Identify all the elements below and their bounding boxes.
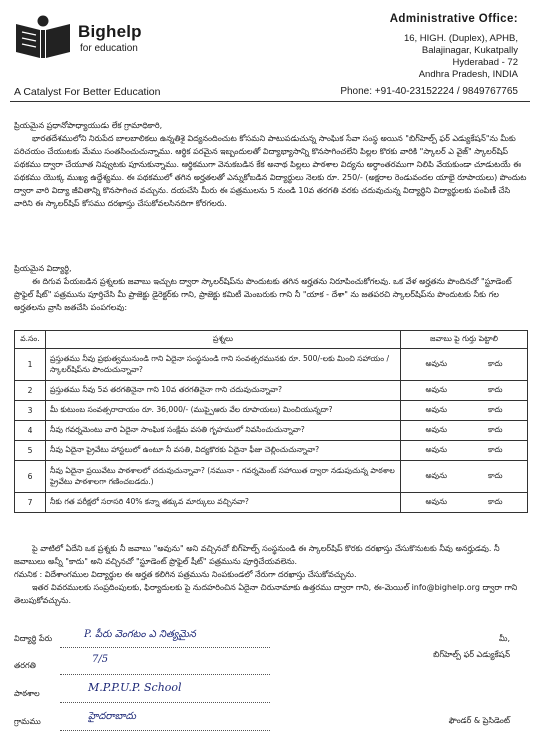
question-text: నీవు ఏదైనా ప్రయివేటు పాఠశాలలో చదువుచున్నావా? (నమునా - గవర్నమెంట్ సహాయిత ద్వారా నడుపుచున్న పాఠశాల ప్రైవేటు పాఠశాలగా గణించబడదు.) [46,461,401,493]
row-number: 2 [15,381,46,401]
row-number: 6 [15,461,46,493]
signatory-title: ఫౌండర్ & ప్రెసిడెంట్ [448,716,510,725]
class-label: తరగతి [14,661,36,670]
answer-no-option[interactable]: కాదు [487,359,503,368]
answer-no-option[interactable]: కాదు [487,445,503,454]
tagline: A Catalyst For Better Education [14,86,161,98]
answer-no-option[interactable]: కాదు [487,425,503,434]
closing-section [14,542,528,607]
col-header-number: వ.సం. [15,331,46,349]
answer-no-option[interactable]: కాదు [487,471,503,480]
table-row [15,401,528,421]
salutation-headmaster: ప్రియమైన ప్రధానోపాధ్యాయుడు లేక గ్రామాధికారి, [14,121,163,130]
eligibility-paragraph: పై వాటిలో ఏదేని ఒక ప్రశ్నకు నీ జవాబు "అవును" అని వచ్చినచో బిగ్‌హెల్ప్ సంస్థనుండి ఈ స్కాలర్‌షిప్ కొరకు దరఖాస్తు చేసుకొనుటకు నీవు అనర్హుడవు. నీ జవాబులు అన్నీ "కాదు" అని వచ్చినచో "స్టూడెంట్ ప్రొఫైల్ షీట్" పత్రమును పూర్తిచేయవలెను. [14,544,500,566]
note-line: గమనిక : విదేశాంగముల విద్యార్థుల ఈ అర్హత కలిగిన పత్రమును నింపకుండలో నేరుగా దరఖాస్తు చేసుకోవచ్చును. [14,570,357,579]
school-label: పాఠశాల [14,689,40,698]
answer-no-option[interactable]: కాదు [487,497,503,506]
question-text: నీవు ఏదైనా ప్రైవేటు హాస్టలులో ఉంటూ నీ వసతి, విద్యకొరకు ఏదైనా ఫీజు చెల్లించుచున్నావా? [46,441,401,461]
row-number: 4 [15,421,46,441]
answer-no-option[interactable]: కాదు [487,385,503,394]
student-section [14,262,528,314]
question-text: ప్రస్తుతము నీవు 5వ తరగతినైనా గాని 10వ తరగతినైనా గాని చదువుచున్నావా? [46,381,401,401]
row-number: 7 [15,493,46,513]
instructions-paragraph: ఈ దిగువ పేయబడిన ప్రశ్నలకు జవాబు ఇచ్చుట ద్వారా స్కాలర్‌షిప్‌ను పొందుటకు తగిన అర్హతను నిరూపించుకోగలవు. ఒక వేళ అర్హతను పొందినచో "స్టూడెంట్ ప్రొఫైల్ షీట్" పత్రమును పూర్తిచేసి మీ ప్రాజెక్టు డైరెక్టర్‌కు గాని, ప్రాజెక్టు కమిటీ మెంబరుకు గాని నీ "యాక - దేశా" ను జతపరచి స్కాలర్‌షిప్‌ను పొందుటకు నీకు గల అర్హతలను వ్రాసి జతచేసి పంపగలవు: [14,277,512,312]
bighelp-logo-icon [12,14,74,60]
answer-no-option[interactable]: కాదు [487,405,503,414]
answer-yes-option[interactable]: అవును [425,425,448,434]
brand-subtitle: for education [80,43,138,54]
eligibility-table [14,330,528,513]
col-header-answer: జవాబు పై గుర్తు పెట్టాలి [401,331,528,349]
school-value[interactable]: M.P.P.U.P. School [88,681,182,694]
student-name-line [60,646,270,648]
question-text: మీ కుటుంబ సంవత్సరాదాయం రూ. 36,000/- (ముప్పైఆరు వేల రూపాయలు) మించియున్నదా? [46,401,401,421]
signatory-yours: మీ, [498,634,510,643]
address-line-3: Hyderabad - 72 [452,57,518,68]
school-line [60,701,270,703]
table-row [15,349,528,381]
salutation-student: ప్రియమైన విద్యార్థి, [14,264,72,273]
answer-yes-option[interactable]: అవును [425,359,448,368]
answer-yes-option[interactable]: అవును [425,385,448,394]
student-name-label: విద్యార్థి పేరు [14,634,53,643]
intro-paragraph: భారతదేశములోని నిరుపేద బాలబాలికలు ఉన్నతిశై విద్యనందించుట కోసమని పాటుపడుచున్న సాంఘిక సేవా సంస్థ అయిన "బిగ్‌హెల్ప్ ఫర్ ఎడ్యుకేషన్"ను మీకు పరిచయం చేయుటకు మేము సంతసించుచున్నాము. ఆర్థిక పరమైన ఇబ్బందులతో విద్యాభ్యాసాన్ని కొనసాగించలేని పిల్లల కొరకు వారికి "స్కాలర్ ఎ వైజ్" స్కాలర్‌షిప్ పథకము ద్వారా చేయూత నివ్వుటకు పూనుకున్నాము. ఆర్థికముగా వెనుకబడిన కేక అనాథ పిల్లలు పాఠశాల విద్యను అర్ధాంతరముగా నిలిపి వేయకుండా చూడుటయే ఈ పథకము యొక్క ముఖ్య ఉద్దేశ్యము. ఈ పథకములో తగిన అర్హతలతో ఎన్నుకోబడిన విద్యార్థులు నెలకు రూ. 250/- (అక్షరాల రెండువందల యాభై రూపాయలు) పొందుట ద్వారా వారి విద్యా జీవితాన్ని కొనసాగించ వచ్చును. దయచేసి మీరు ఈ పత్రములను 5 నుండి 10వ తరగతి వరకు చదువుచున్న విద్యార్థిని విద్యార్థులకు పంపిణీ చేసి వారిని ఈ స్కాలర్‌షిప్ కోసము దరఖాస్తు చేసుకోవలసినదిగా కోరగలరు. [14,134,527,208]
address-line-2: Balajinagar, Kukatpally [421,45,518,56]
header-divider [10,101,530,102]
table-row [15,441,528,461]
table-row [15,381,528,401]
answer-yes-option[interactable]: అవును [425,445,448,454]
answer-yes-option[interactable]: అవును [425,497,448,506]
question-text: నీవు గవర్నమెంటు వారి ఏదైనా సాంఘిక సంక్షేమ వసతి గృహములో నివసించుచున్నావా? [46,421,401,441]
row-number: 1 [15,349,46,381]
phone-numbers: Phone: +91-40-23152224 / 9849767765 [340,86,518,97]
table-row [15,421,528,441]
village-line [60,729,270,731]
answer-yes-option[interactable]: అవును [425,405,448,414]
answer-yes-option[interactable]: అవును [425,471,448,480]
signatory-org: బిగ్‌హెల్ప్ ఫర్ ఎడ్యుకేషన్ [433,650,510,659]
student-name-value[interactable]: P. పీరు వెంగటం ఎ నిత్యమైన [84,629,196,640]
brand-name: Bighelp [78,22,142,41]
row-number: 5 [15,441,46,461]
question-text: నీకు గత పరీక్షలో సరాసరి 40% కన్నా తక్కువ మార్కులు వచ్చినవా? [46,493,401,513]
row-number: 3 [15,401,46,421]
class-line [60,673,270,675]
office-title: Administrative Office: [389,13,518,25]
intro-section [14,119,528,210]
question-text: ప్రస్తుతము నీవు ప్రభుత్వమునుండి గాని ఏదైనా సంస్థనుండి గాని సంవత్సరమునకు రూ. 500/-లకు మించి సహాయం / స్కాలర్‌షిప్‌ను పొందుచున్నావా? [46,349,401,381]
address-line-1: 16, HIGH. (Duplex), APHB, [403,33,518,44]
contact-paragraph: ఇతర వివరములకు సంప్రదింపులకు, ఫిర్యాదులకు పై నుదహరించిన ఏదైనా చిరునామాకు ఉత్తరము ద్వారా గాని, ఈ-మెయిల్ info@bighelp.org ద్వారా గాని తెలుపుకోవచ్చును. [14,583,518,605]
col-header-question: ప్రశ్నలు [46,331,401,349]
table-header-row [15,331,528,349]
table-row [15,461,528,493]
village-label: గ్రామము [14,717,41,726]
class-value[interactable]: 7/5 [92,654,109,665]
table-row [15,493,528,513]
address-line-4: Andhra Pradesh, INDIA [418,69,518,80]
village-value[interactable]: హైదరాబాదు [88,711,136,722]
